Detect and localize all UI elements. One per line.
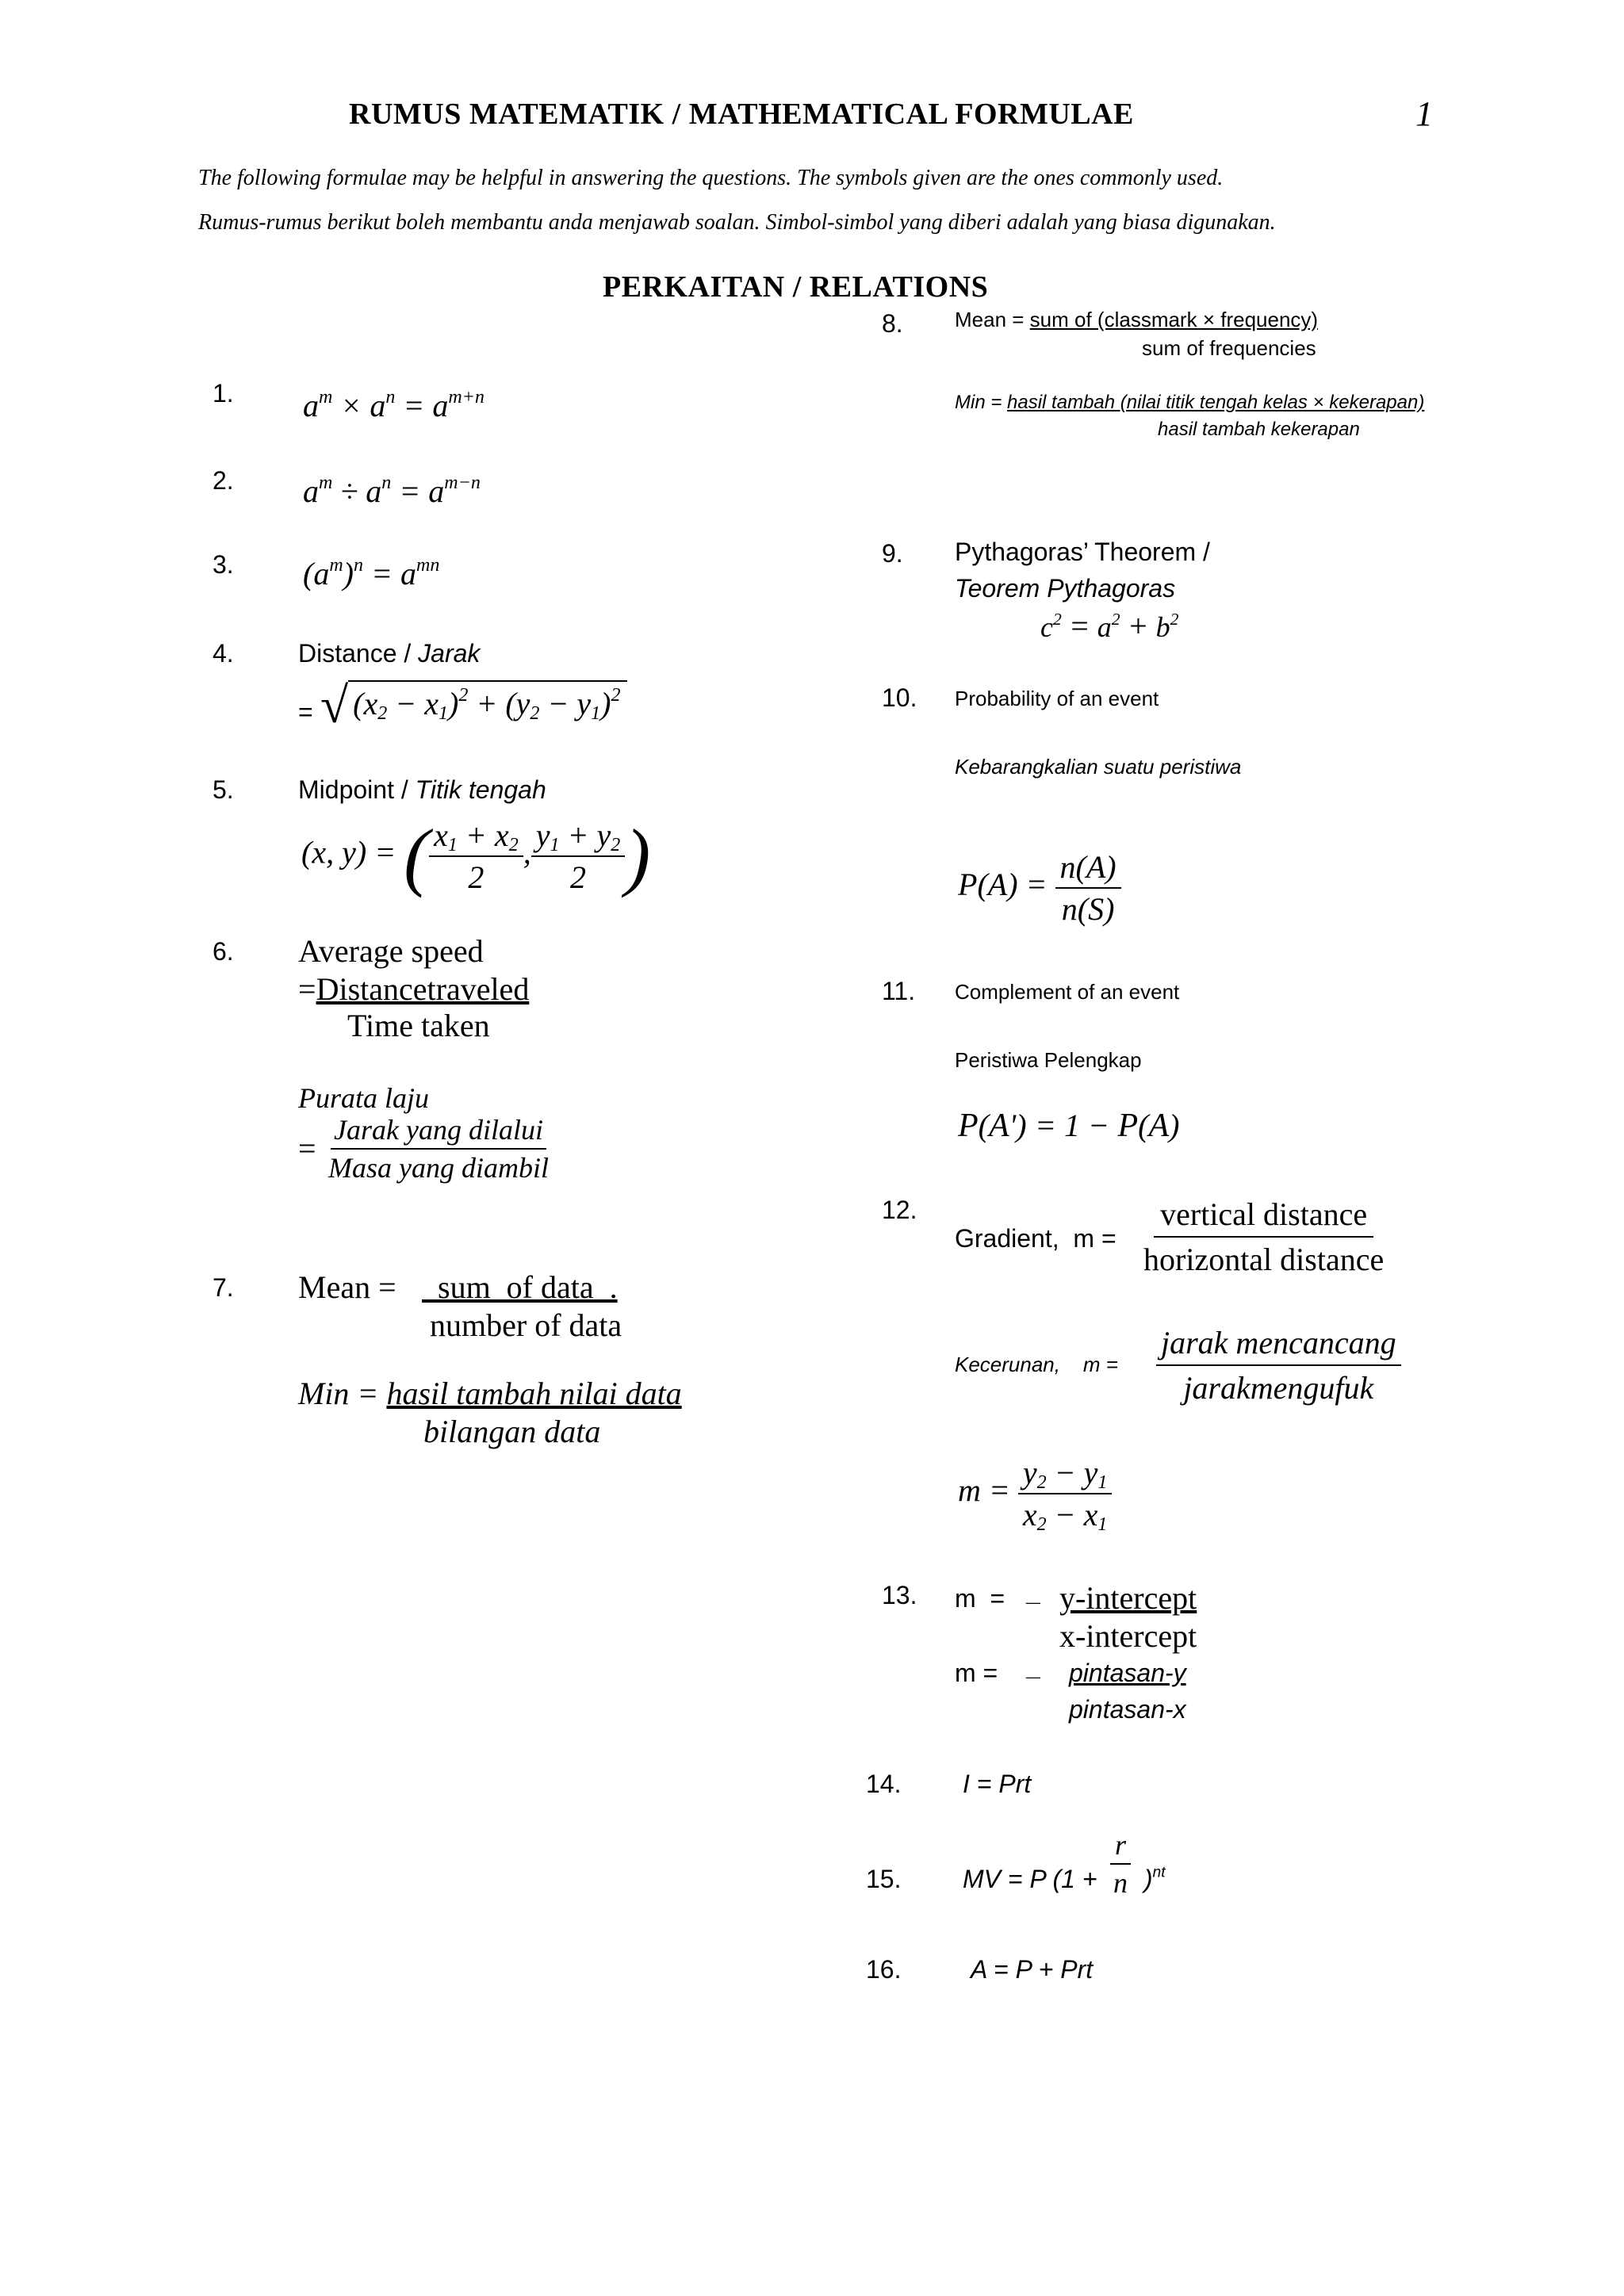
formula-4-number: 4. [213, 639, 234, 668]
formula-13-denominator-malay: pintasan-x [1069, 1695, 1186, 1724]
formula-14-expression: I = Prt [963, 1770, 1032, 1798]
formula-10-expression: P(A) = $\frac{n(A)}{n(S)}$ [958, 848, 1121, 928]
document-title: RUMUS MATEMATIK / MATHEMATICAL FORMULAE [349, 98, 1134, 131]
formula-12-numerator: vertical distance [1154, 1196, 1373, 1238]
formula-2-expression: $a^m \div a^n = a^{m-n}$ [303, 473, 481, 509]
formula-11-number: 11. [882, 977, 916, 1005]
formula-12-label: Gradient, m = [955, 1224, 1116, 1253]
formula-13-numerator: y-intercept [1059, 1580, 1197, 1616]
formula-6-denominator: Time taken [347, 1008, 490, 1043]
formula-7-malay: Min = hasil tambah nilai data [298, 1376, 682, 1411]
formula-13-label-malay: m = [955, 1659, 998, 1687]
formula-11-expression: P(A') = 1 − P(A) [958, 1108, 1180, 1144]
formula-15-exponent: nt [1152, 1864, 1166, 1881]
formula-8-denominator-malay: hasil tambah kekerapan [1158, 419, 1360, 440]
formula-12-number: 12. [882, 1196, 917, 1224]
formula-10-label-english: Probability of an event [955, 687, 1159, 710]
formula-12-fraction-malay [1156, 1324, 1401, 1406]
formula-11-label-english: Complement of an event [955, 980, 1180, 1004]
formula-15-number: 15. [866, 1865, 902, 1893]
formula-15-left: MV = P (1 + [963, 1865, 1105, 1893]
formula-12-fraction [1143, 1196, 1384, 1278]
formula-13-minus: _ [1026, 1578, 1040, 1606]
formula-9-number: 9. [882, 539, 903, 568]
formula-12-denominator-malay: jarakmengufuk [1183, 1370, 1374, 1406]
formula-7-numerator: sum of data . [422, 1269, 618, 1305]
formula-1-expression: $a^m \times a^n = a^{m+n}$ [303, 387, 485, 423]
formula-6-numerator: =Distancetraveled [298, 971, 530, 1007]
formula-7-denominator-malay: bilangan data [423, 1414, 601, 1449]
formula-6-equals-malay: = [298, 1131, 316, 1166]
formula-3-number: 3. [213, 550, 234, 579]
formula-4-expression: √ $(x_2 - x_1)^2 + (y_2 - y_1)^2$ [320, 680, 627, 731]
intro-malay: Rumus-rumus berikut boleh membantu anda menjawab soalan. Simbol-simbol yang diberi adalah yang biasa digunakan. [198, 210, 1276, 235]
formula-15-fraction [1110, 1828, 1131, 1900]
formula-5-expression: (x, y) = ( $\frac{x_1 + x_2}{2}$ , $\frac{y_1 + y_2}{2}$ ) [301, 813, 651, 898]
formula-9-expression: $c^2 = a^2 + b^2$ [1040, 608, 1179, 644]
formula-8-number: 8. [882, 309, 903, 338]
formula-8-malay: Min = hasil tambah (nilai titik tengah kelas × kekerapan) [955, 392, 1425, 413]
formula-11-label-malay: Peristiwa Pelengkap [955, 1048, 1142, 1072]
formula-9-label-english: Pythagoras’ Theorem / [955, 538, 1210, 566]
page-number: 1 [1415, 94, 1433, 133]
formula-5-label: Midpoint / Titik tengah [298, 775, 546, 804]
formula-2-number: 2. [213, 466, 234, 495]
formula-12-label-malay: Kecerunan, m = [955, 1353, 1118, 1376]
formula-6-fraction-malay [328, 1113, 549, 1184]
formula-4-label: Distance / Jarak [298, 639, 481, 668]
formula-6-numerator-malay: Jarak yang dilalui [331, 1113, 546, 1150]
formula-13-label: m = [955, 1584, 1005, 1613]
formula-16-expression: A = P + Prt [971, 1955, 1094, 1984]
formula-15-right: )$^{nt}$ [1137, 1864, 1166, 1893]
formula-12-numerator-malay: jarak mencancang [1156, 1324, 1401, 1366]
formula-12-expression: m = $\frac{y_2 - y_1}{x_2 - x_1}$ [958, 1454, 1112, 1533]
formula-4-equals: = [298, 698, 313, 726]
formula-12-denominator: horizontal distance [1143, 1242, 1385, 1277]
formula-15-denominator: n [1113, 1867, 1128, 1899]
formula-8-denominator: sum of frequencies [1142, 336, 1316, 360]
formula-6-label-malay: Purata laju [298, 1082, 430, 1114]
formula-6-denominator-malay: Masa yang diambil [328, 1152, 549, 1184]
formula-16-number: 16. [866, 1955, 902, 1984]
formula-7-number: 7. [213, 1273, 234, 1302]
formula-13-numerator-malay: pintasan-y [1069, 1659, 1186, 1687]
formula-7-label: Mean = [298, 1269, 396, 1305]
formula-10-label-malay: Kebarangkalian suatu peristiwa [955, 755, 1242, 779]
formula-7-denominator: number of data [430, 1307, 622, 1343]
formula-5-number: 5. [213, 775, 234, 804]
formula-13-number: 13. [882, 1581, 917, 1609]
formula-9-label-malay: Teorem Pythagoras [955, 574, 1176, 603]
formula-10-number: 10. [882, 683, 917, 712]
formula-8-expression: Mean = sum of (classmark × frequency) [955, 308, 1319, 331]
formula-15-numerator: r [1110, 1828, 1131, 1865]
formula-14-number: 14. [866, 1770, 902, 1798]
formula-13-denominator: x-intercept [1059, 1618, 1197, 1654]
formula-6-label: Average speed [298, 933, 484, 969]
formula-13-minus-malay: _ [1026, 1652, 1040, 1681]
section-title: PERKAITAN / RELATIONS [603, 270, 989, 304]
formula-3-expression: $(a^m)^n = a^{mn}$ [303, 555, 440, 591]
intro-english: The following formulae may be helpful in answering the questions. The symbols given are the ones commonly used. [198, 166, 1224, 190]
formula-1-number: 1. [213, 379, 234, 408]
formula-6-number: 6. [213, 937, 234, 966]
